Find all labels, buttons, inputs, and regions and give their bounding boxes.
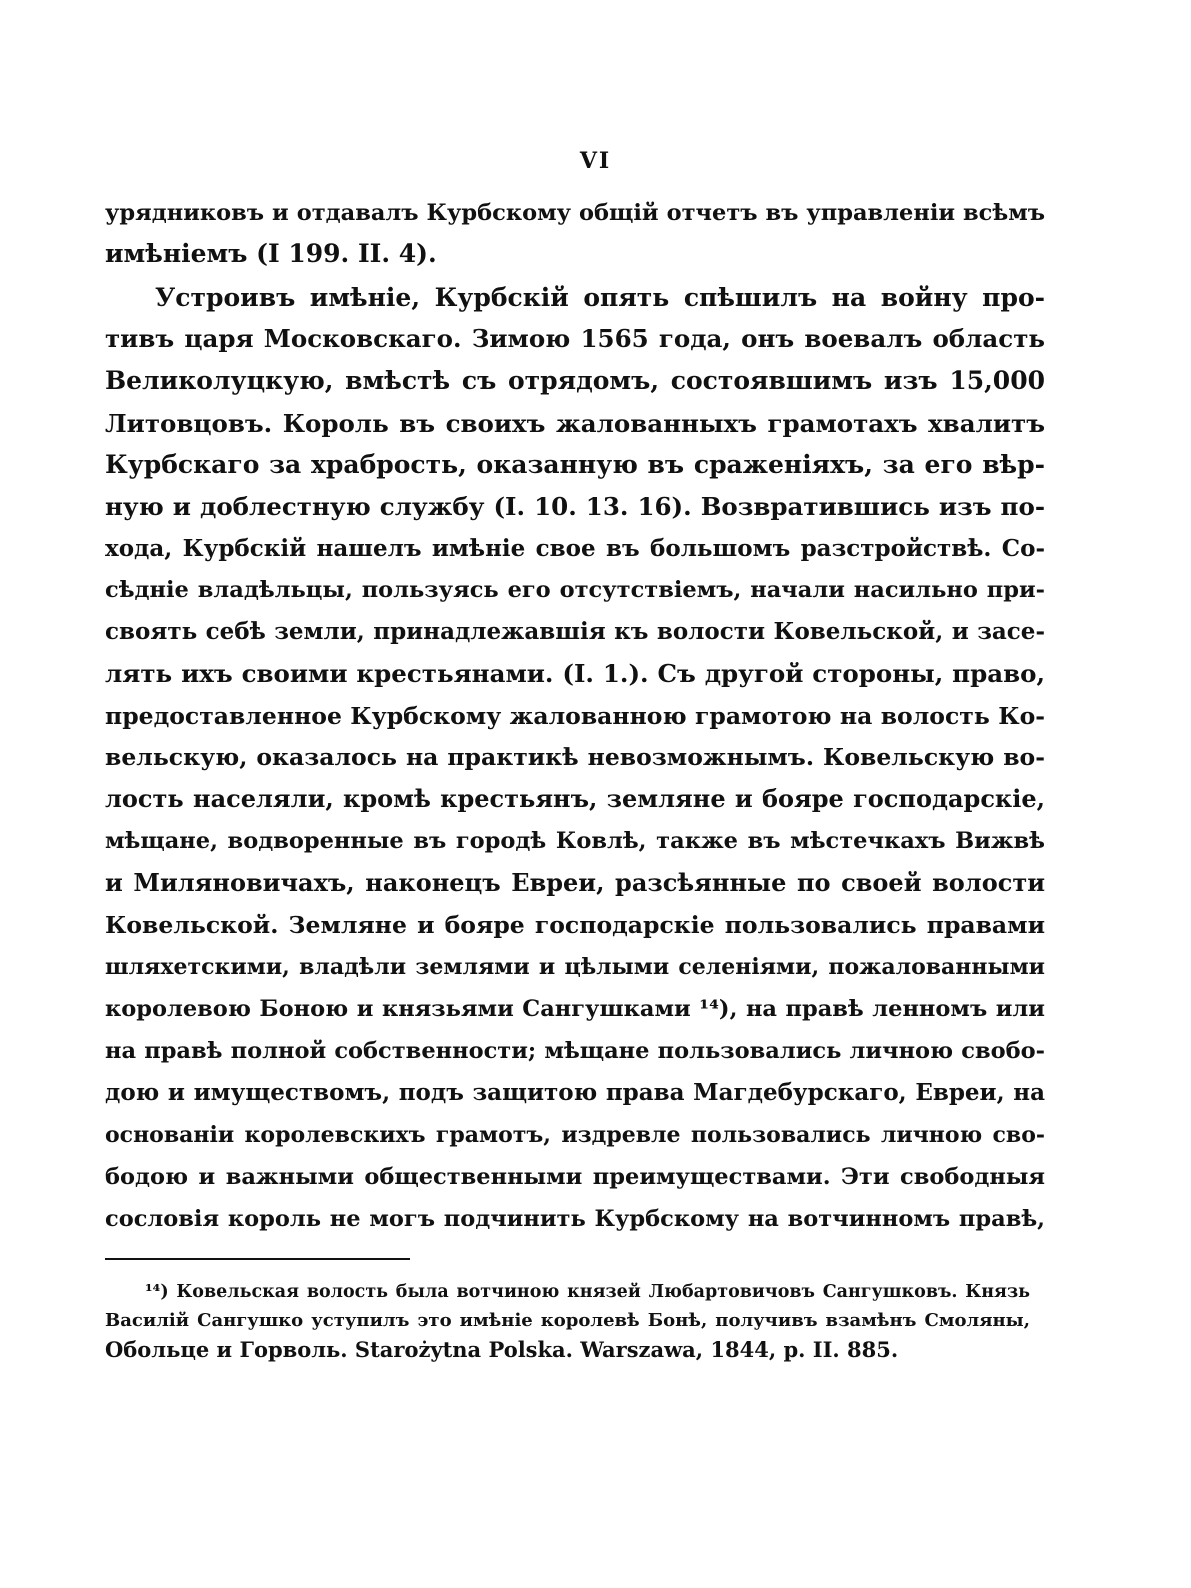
text-line: бодою и важными общественными преимуществами. Эти свободныя bbox=[105, 1164, 1045, 1190]
text-line: хода, Курбскій нашелъ имѣніе свое въ большомъ разстройствѣ. Со- bbox=[105, 535, 1045, 562]
text-line: Великолуцкую, вмѣстѣ съ отрядомъ, состоявшимъ изъ 15,000 bbox=[105, 366, 1045, 395]
text-line: на правѣ полной собственности; мѣщане пользовались личною свобо- bbox=[105, 1038, 1045, 1064]
text-line: и Миляновичахъ, наконецъ Евреи, разсѣянные по своей волости bbox=[105, 868, 1045, 897]
text-line: вельскую, оказалось на практикѣ невозможнымъ. Ковельскую во- bbox=[105, 743, 1045, 771]
text-line: королевою Боною и князьями Сангушками ¹⁴), на правѣ ленномъ или bbox=[105, 996, 1045, 1022]
text-line: Курбскаго за храбрость, оказанную въ сраженіяхъ, за его вѣр- bbox=[105, 450, 1045, 479]
text-line: мѣщане, водворенные въ городѣ Ковлѣ, также въ мѣстечкахъ Вижвѣ bbox=[105, 828, 1045, 854]
text-line: основаніи королевскихъ грамотъ, издревле пользовались личною сво- bbox=[105, 1122, 1045, 1148]
footnote-line: ¹⁴) Ковельская волость была вотчиною князей Любартовичовъ Сангушковъ. Князь bbox=[145, 1282, 1030, 1302]
footnote-line: Обольце и Горволь. Starożytna Polska. Warszawa, 1844, p. II. 885. bbox=[105, 1337, 899, 1362]
footnote-line: Василій Сангушко уступилъ это имѣніе королевѣ Бонѣ, получивъ взамѣнъ Смоляны, bbox=[105, 1310, 1030, 1331]
text-line: своять себѣ земли, принадлежавшія къ волости Ковельской, и засе- bbox=[105, 618, 1045, 645]
text-line: лость населяли, кромѣ крестьянъ, земляне и бояре господарскіе, bbox=[105, 784, 1045, 813]
text-line: сѣдніе владѣльцы, пользуясь его отсутствіемъ, начали насильно при- bbox=[105, 577, 1045, 603]
text-line: сословія король не могъ подчинить Курбскому на вотчинномъ правѣ, bbox=[105, 1206, 1045, 1232]
page-number: VI bbox=[579, 148, 612, 174]
text-line: шляхетскими, владѣли землями и цѣлыми селеніями, пожалованными bbox=[105, 954, 1045, 980]
text-line: имѣніемъ (I 199. II. 4). bbox=[105, 239, 437, 268]
text-line: Устроивъ имѣніе, Курбскій опять спѣшилъ на войну про- bbox=[155, 283, 1045, 312]
text-line: урядниковъ и отдавалъ Курбскому общій отчетъ въ управленіи всѣмъ bbox=[105, 200, 1045, 226]
text-line: Литовцовъ. Король въ своихъ жалованныхъ грамотахъ хвалитъ bbox=[105, 409, 1045, 438]
text-line: тивъ царя Московскаго. Зимою 1565 года, онъ воевалъ область bbox=[105, 324, 1045, 353]
text-line: Ковельской. Земляне и бояре господарскіе пользовались правами bbox=[105, 911, 1045, 939]
footnote-divider bbox=[105, 1258, 410, 1260]
text-line: дою и имуществомъ, подъ защитою права Магдебурскаго, Евреи, на bbox=[105, 1079, 1045, 1106]
text-line: предоставленное Курбскому жалованною грамотою на волость Ко- bbox=[105, 702, 1045, 730]
text-line: ную и доблестную службу (I. 10. 13. 16). Возвратившись изъ по- bbox=[105, 492, 1045, 521]
text-line: лять ихъ своими крестьянами. (I. 1.). Съ другой стороны, право, bbox=[105, 659, 1045, 688]
